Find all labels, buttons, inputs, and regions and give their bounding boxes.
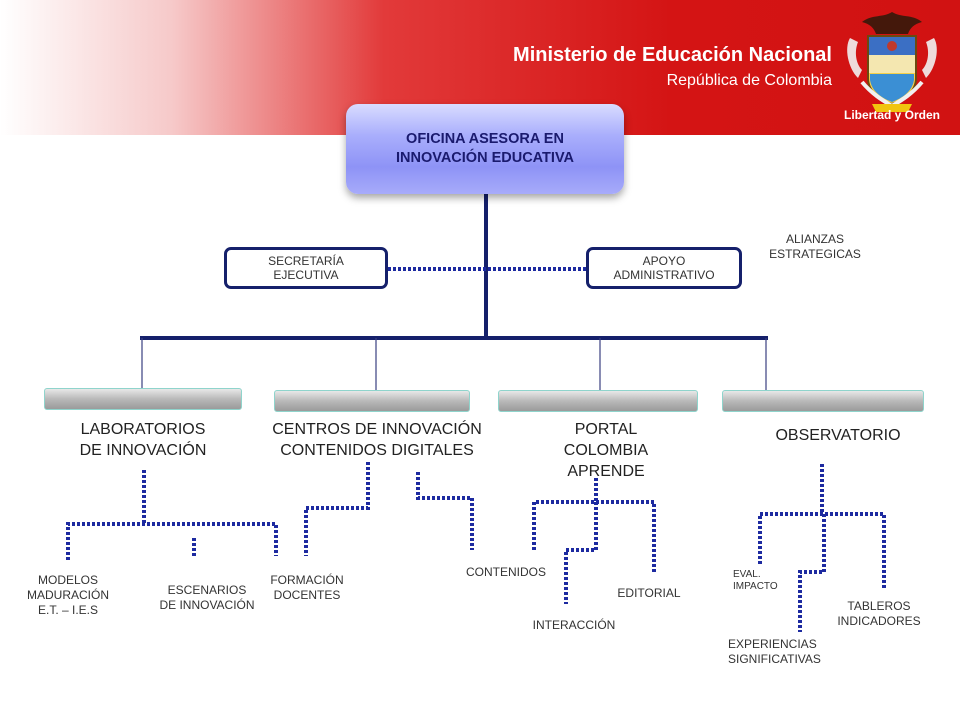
branch-observatorio — [752, 425, 924, 446]
branch-bar-laboratorios — [44, 388, 242, 410]
leaf-formacion — [266, 573, 348, 603]
leaf-interaccion — [516, 618, 632, 633]
ministry-subtitle: República de Colombia — [666, 72, 832, 89]
portal-line3: APRENDE — [567, 463, 645, 480]
branch-laboratorios — [44, 419, 242, 461]
leaf-modelos — [12, 573, 124, 618]
eval-line2: IMPACTO — [733, 581, 778, 592]
modelos-line3: E.T. – I.E.S — [37, 603, 99, 617]
branch-portal — [536, 419, 676, 482]
secretaria-line2: EJECUTIVA — [273, 268, 339, 282]
eval-line1: EVAL. — [733, 569, 761, 580]
alianzas-line2: ESTRATEGICAS — [769, 247, 861, 261]
modelos-line1: MODELOS — [37, 573, 98, 587]
top-unit-box — [346, 104, 624, 194]
branch-centros — [254, 419, 500, 461]
leaf-experiencias — [728, 637, 850, 667]
escenarios-line1: ESCENARIOS — [167, 583, 247, 597]
apoyo-line1: APOYO — [642, 254, 686, 268]
top-unit-line1: OFICINA ASESORA EN — [406, 131, 564, 147]
tableros-line1: TABLEROS — [847, 599, 911, 613]
laboratorios-line2: DE INNOVACIÓN — [79, 442, 207, 459]
leaf-contenidos — [450, 565, 562, 580]
alianzas-line1: ALIANZAS — [785, 232, 845, 246]
leaf-escenarios — [140, 583, 274, 613]
crest-motto: Libertad y Orden — [843, 108, 941, 122]
laboratorios-line1: LABORATORIOS — [80, 421, 206, 438]
portal-line2: COLOMBIA — [563, 442, 649, 459]
escenarios-line2: DE INNOVACIÓN — [159, 598, 255, 612]
centros-line2: CONTENIDOS DIGITALES — [280, 442, 474, 459]
centros-line1: CENTROS DE INNOVACIÓN — [272, 421, 482, 438]
branch-bar-centros — [274, 390, 470, 412]
branch-bar-observatorio — [722, 390, 924, 412]
top-unit-line2: INNOVACIÓN EDUCATIVA — [395, 150, 575, 166]
leaf-eval-impacto — [733, 569, 803, 593]
interaccion-line1: INTERACCIÓN — [532, 618, 616, 632]
secretaria-box — [224, 247, 388, 289]
portal-line1: PORTAL — [574, 421, 638, 438]
tableros-line2: INDICADORES — [837, 614, 921, 628]
apoyo-line2: ADMINISTRATIVO — [613, 268, 715, 282]
alianzas-label — [760, 232, 870, 262]
formacion-line2: DOCENTES — [273, 588, 341, 602]
observatorio-line1: OBSERVATORIO — [775, 427, 901, 444]
secretaria-line1: SECRETARÍA — [268, 254, 344, 268]
ministry-title: Ministerio de Educación Nacional — [513, 44, 832, 66]
apoyo-box — [586, 247, 742, 289]
modelos-line2: MADURACIÓN — [26, 588, 109, 602]
experiencias-line2: SIGNIFICATIVAS — [728, 652, 821, 666]
leaf-editorial — [604, 586, 694, 601]
formacion-line1: FORMACIÓN — [270, 573, 344, 587]
branch-bar-portal — [498, 390, 698, 412]
leaf-tableros — [820, 599, 938, 629]
editorial-line1: EDITORIAL — [617, 586, 681, 600]
contenidos-line1: CONTENIDOS — [465, 565, 546, 579]
experiencias-line1: EXPERIENCIAS — [728, 637, 817, 651]
